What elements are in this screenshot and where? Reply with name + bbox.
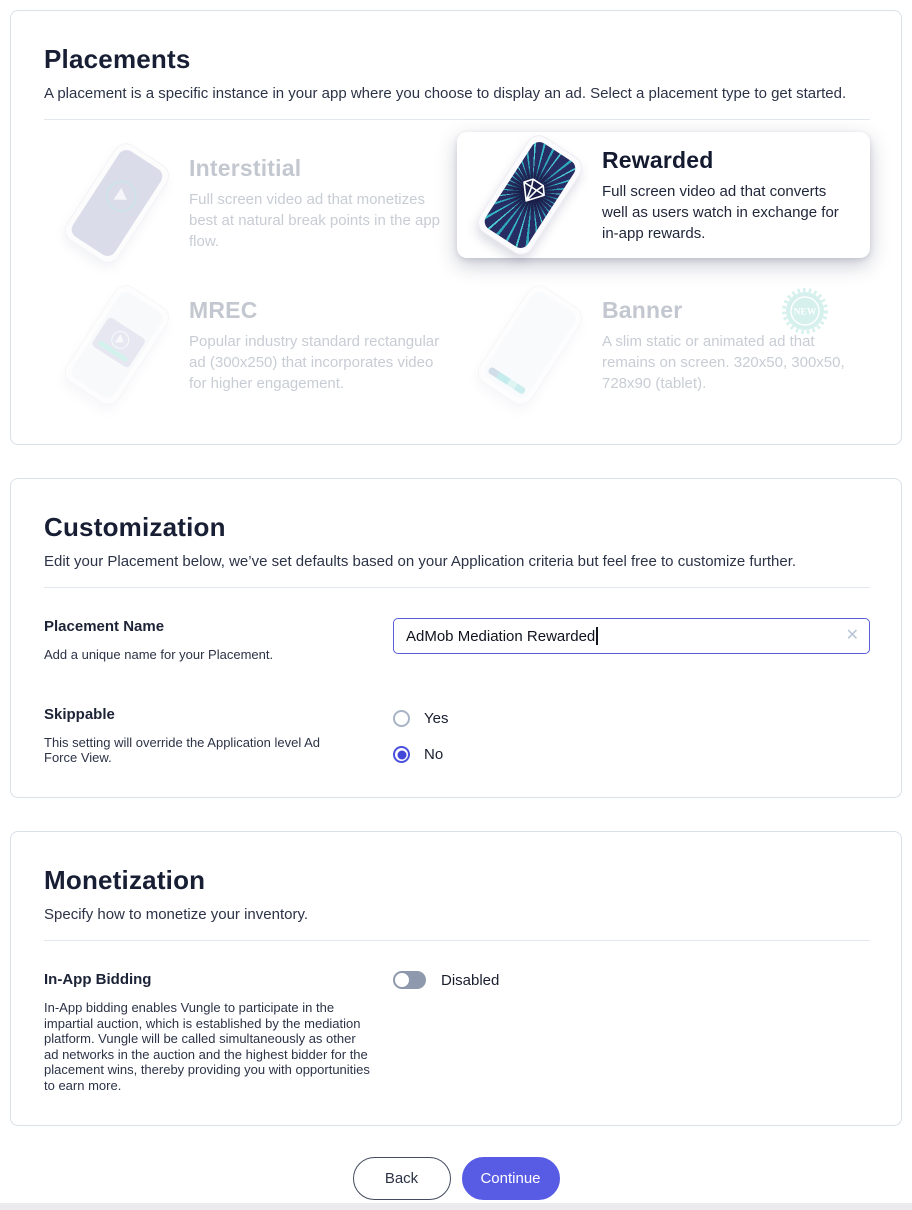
- in-app-bidding-state: Disabled: [441, 971, 500, 989]
- radio-checked-icon[interactable]: [393, 746, 410, 763]
- continue-button[interactable]: Continue: [462, 1157, 560, 1200]
- gem-icon: [513, 173, 551, 210]
- monetization-subtitle: Specify how to monetize your inventory.: [44, 906, 309, 923]
- banner-ad-bar: [487, 366, 526, 395]
- rewarded-phone-illustration: [457, 138, 602, 252]
- placement-option-mrec[interactable]: [44, 274, 457, 416]
- skippable-help: This setting will override the Application level Ad Force View.: [44, 735, 321, 765]
- back-button[interactable]: Back: [353, 1157, 451, 1200]
- radio-label: Yes: [424, 710, 449, 727]
- skippable-option-yes[interactable]: [393, 710, 870, 727]
- placement-option-rewarded[interactable]: [457, 132, 870, 258]
- in-app-bidding-label: In-App Bidding: [44, 971, 152, 988]
- in-app-bidding-toggle[interactable]: [393, 971, 426, 989]
- placements-card: [10, 10, 902, 445]
- customization-card: [10, 478, 902, 798]
- customization-subtitle: Edit your Placement below, we’ve set defaults based on your Application criteria but feel free to customize further.: [44, 553, 797, 570]
- mrec-phone-illustration: [44, 288, 189, 402]
- customization-title: Customization: [44, 512, 226, 542]
- text-caret: [596, 627, 598, 645]
- placement-option-banner[interactable]: [457, 274, 870, 416]
- placement-option-description: Full screen video ad that monetizes best at natural break points in the app flow.: [189, 190, 441, 250]
- placement-type-grid: [44, 132, 870, 416]
- in-app-bidding-help: In-App bidding enables Vungle to participate in the impartial auction, which is established by the mediation platform. Vungle will be called simultaneously as other ad networks in the auction and the highest bidder for the placement wins, thereby providing you with opportunities to earn more.: [44, 1000, 370, 1093]
- placement-option-interstitial[interactable]: [44, 132, 457, 274]
- monetization-card: [10, 831, 902, 1126]
- placement-option-title: Banner: [602, 296, 683, 323]
- clear-input-icon[interactable]: ✕: [845, 627, 859, 644]
- placement-name-label: Placement Name: [44, 618, 165, 635]
- monetization-title: Monetization: [44, 865, 206, 895]
- new-badge: [782, 288, 828, 339]
- placements-subtitle: A placement is a specific instance in your app where you choose to display an ad. Select a placement type to get started.: [44, 85, 847, 102]
- radio-label: No: [424, 746, 444, 763]
- placement-option-title: Rewarded: [602, 146, 714, 173]
- skippable-option-no[interactable]: [393, 746, 870, 763]
- radio-unchecked-icon[interactable]: [393, 710, 410, 727]
- bottom-strip: [0, 1203, 912, 1210]
- placement-name-input[interactable]: [393, 618, 870, 654]
- placement-option-title: Interstitial: [189, 154, 302, 181]
- placements-title: Placements: [44, 44, 191, 74]
- toggle-knob: [395, 973, 409, 987]
- divider: [44, 119, 870, 120]
- divider: [44, 940, 870, 941]
- placement-name-value: AdMob Mediation Rewarded: [406, 627, 596, 645]
- banner-phone-illustration: [457, 288, 602, 402]
- new-badge-text: NEW: [793, 307, 817, 318]
- placement-option-description: Popular industry standard rectangular ad (300x250) that incorporates video for higher engagement.: [189, 332, 440, 392]
- placement-option-description: Full screen video ad that converts well as users watch in exchange for in-app rewards.: [602, 182, 839, 242]
- interstitial-phone-illustration: [44, 146, 189, 260]
- footer-actions: [0, 1157, 912, 1200]
- divider: [44, 587, 870, 588]
- placement-option-title: MREC: [189, 296, 258, 323]
- placement-name-help: Add a unique name for your Placement.: [44, 647, 274, 662]
- placement-option-description: A slim static or animated ad that remains on screen. 320x50, 300x50, 728x90 (tablet).: [602, 332, 845, 392]
- skippable-label: Skippable: [44, 706, 115, 723]
